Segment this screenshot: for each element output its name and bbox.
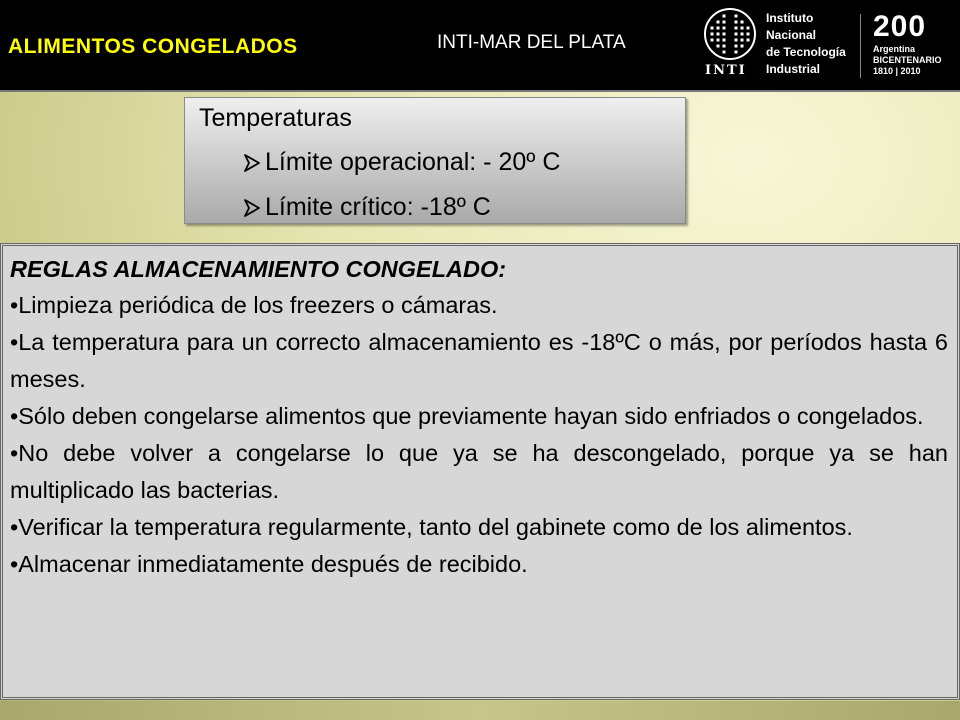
bicentenario-line: BICENTENARIO bbox=[873, 55, 942, 65]
logo-dot bbox=[723, 45, 726, 48]
institute-name bbox=[766, 10, 861, 78]
temperature-item-operational bbox=[243, 148, 560, 177]
logo-dot bbox=[723, 27, 726, 30]
logo-dot bbox=[717, 27, 720, 30]
rules-box bbox=[0, 243, 960, 700]
logo-dot bbox=[741, 21, 744, 24]
inti-logo-text: INTI bbox=[705, 63, 747, 78]
institute-line: de Tecnología bbox=[766, 45, 846, 59]
logo-dot bbox=[717, 45, 720, 48]
rule-item: •Almacenar inmediatamente después de recibido. bbox=[10, 551, 528, 577]
institute-line: Industrial bbox=[766, 62, 821, 76]
logo-dot bbox=[723, 33, 726, 36]
rule-item: •No debe volver a congelarse lo que ya se ha descongelado, porque ya se han multiplicado las bacterias. bbox=[10, 440, 948, 503]
logo-dot bbox=[723, 15, 726, 18]
bicentenario-line: Argentina bbox=[873, 44, 916, 54]
logo-dot bbox=[711, 39, 714, 42]
logo-dot bbox=[741, 45, 744, 48]
logo-dot bbox=[741, 33, 744, 36]
logo-dot bbox=[735, 51, 738, 54]
institute-line: Instituto bbox=[766, 11, 814, 25]
logo-dot bbox=[735, 27, 738, 30]
rule-item: •La temperatura para un correcto almacenamiento es -18ºC o más, por períodos hasta 6 meses. bbox=[10, 329, 948, 392]
logo-dot bbox=[711, 33, 714, 36]
logo-dot bbox=[747, 33, 750, 36]
logo-dot bbox=[723, 51, 726, 54]
rules-title: REGLAS ALMACENAMIENTO CONGELADO: bbox=[10, 256, 507, 282]
rule-item: •Limpieza periódica de los freezers o cámaras. bbox=[10, 292, 498, 318]
bottom-band bbox=[0, 701, 960, 720]
header-divider bbox=[860, 14, 861, 78]
logo-dot bbox=[711, 27, 714, 30]
arrow-bullet-icon bbox=[243, 153, 261, 173]
temperature-item-text: Límite operacional: - 20º C bbox=[265, 148, 561, 176]
logo-dot bbox=[717, 21, 720, 24]
slide-title: ALIMENTOS CONGELADOS bbox=[8, 35, 298, 58]
rule-item: •Sólo deben congelarse alimentos que previamente hayan sido enfriados o congelados. bbox=[10, 403, 924, 429]
logo-dot bbox=[735, 21, 738, 24]
temperature-item-text: Límite crítico: -18º C bbox=[265, 193, 491, 221]
logo-dot bbox=[723, 21, 726, 24]
logo-dot bbox=[747, 39, 750, 42]
header-bar bbox=[0, 0, 960, 92]
bicentenario-logo bbox=[873, 10, 958, 86]
logo-dot bbox=[741, 27, 744, 30]
logo-dot bbox=[735, 15, 738, 18]
logo-dot bbox=[717, 39, 720, 42]
temperature-box bbox=[184, 97, 686, 224]
bicentenario-number: 200 bbox=[873, 10, 927, 43]
temperature-item-critical bbox=[243, 193, 491, 222]
logo-dot bbox=[723, 39, 726, 42]
logo-dot bbox=[735, 45, 738, 48]
logo-dot bbox=[741, 39, 744, 42]
temperature-title: Temperaturas bbox=[199, 104, 352, 132]
institute-line: Nacional bbox=[766, 28, 817, 42]
logo-dot bbox=[747, 27, 750, 30]
logo-dot bbox=[717, 33, 720, 36]
rule-item: •Verificar la temperatura regularmente, tanto del gabinete como de los alimentos. bbox=[10, 514, 853, 540]
logo-dot bbox=[735, 33, 738, 36]
bicentenario-line: 1810 | 2010 bbox=[873, 66, 921, 76]
arrow-bullet-icon bbox=[243, 198, 261, 218]
org-short-name: INTI-MAR DEL PLATA bbox=[437, 32, 626, 53]
logo-dot bbox=[735, 39, 738, 42]
